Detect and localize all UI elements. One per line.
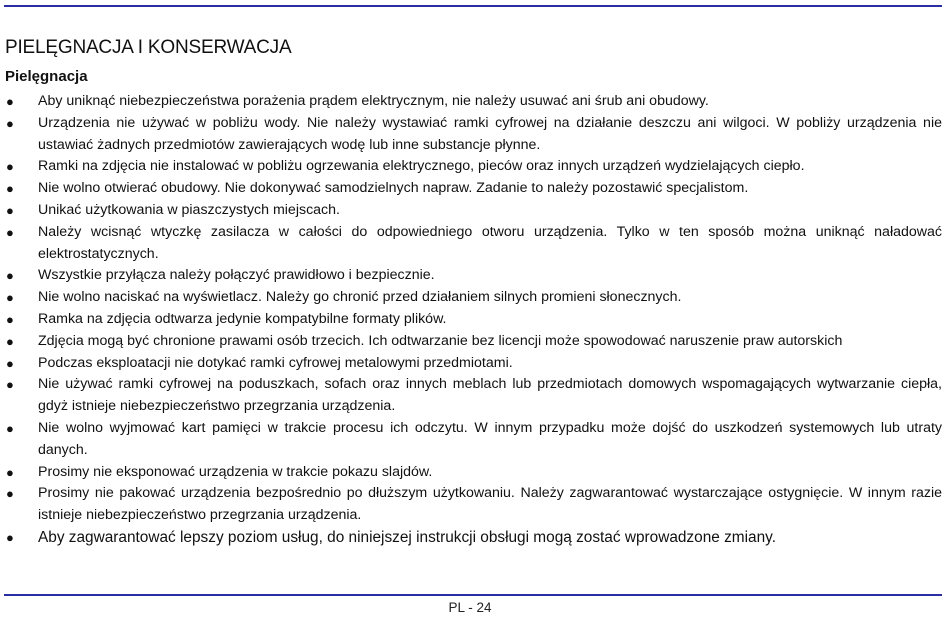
list-item-text: Nie wolno naciskać na wyświetlacz. Należy go chronić przed działaniem silnych promieni słonecznych. (38, 289, 682, 306)
bullet-icon: ● (6, 377, 14, 393)
bottom-divider (4, 594, 942, 596)
list-item (0, 91, 942, 113)
page-footer (0, 598, 950, 618)
list-item-text: Zdjęcia mogą być chronione prawami osób trzecich. Ich odtwarzanie bez licencji może spowodować naruszenie praw autorskich (38, 332, 843, 349)
list-item-text: Nie wolno otwierać obudowy. Nie dokonywać samodzielnych napraw. Zadanie to należy pozostawić specjalistom. (38, 180, 749, 197)
list-item (0, 462, 942, 484)
care-instructions-list (0, 91, 942, 549)
list-item-text: Aby uniknąć niebezpieczeństwa porażenia prądem elektrycznym, nie należy usuwać ani śrub ani obudowy. (38, 93, 709, 109)
top-divider (4, 5, 942, 7)
list-item-text: Unikać użytkowania w piaszczystych miejscach. (38, 201, 340, 218)
bullet-icon: ● (6, 420, 14, 436)
bullet-icon: ● (6, 311, 14, 327)
bullet-icon: ● (6, 333, 14, 349)
list-item (0, 222, 942, 266)
bullet-icon: ● (6, 94, 14, 109)
bullet-icon: ● (6, 290, 14, 306)
list-item (0, 483, 942, 527)
list-item-text: Nie wolno wyjmować kart pamięci w trakcie procesu ich odczytu. W innym przypadku może dojść do uszkodzeń systemowych lub utraty danych. (38, 419, 942, 458)
list-item (0, 374, 942, 418)
bullet-icon: ● (6, 224, 14, 240)
bullet-icon: ● (6, 268, 14, 284)
list-item (0, 527, 942, 549)
bullet-icon: ● (6, 529, 14, 545)
list-item (0, 287, 942, 309)
list-item (0, 353, 942, 375)
bullet-icon: ● (6, 355, 14, 371)
list-item-text: Prosimy nie eksponować urządzenia w trakcie pokazu slajdów. (38, 463, 433, 480)
list-item-text: Wszystkie przyłącza należy połączyć prawidłowo i bezpiecznie. (38, 267, 435, 284)
list-item-text: Urządzenia nie używać w pobliżu wody. Nie należy wystawiać ramki cyfrowej na działanie deszczu ani wilgoci. W pobliży urządzenia nie ustawiać żadnych przedmiotów zawierających wodę lub inne substancje płynne. (38, 114, 942, 153)
bullet-icon: ● (6, 464, 14, 480)
list-item (0, 200, 942, 222)
list-item (0, 156, 942, 178)
section-subtitle: Pielęgnacja (5, 68, 88, 85)
bullet-icon: ● (6, 181, 14, 197)
list-item-text: Podczas eksploatacji nie dotykać ramki cyfrowej metalowymi przedmiotami. (38, 354, 513, 371)
list-item-text: Aby zagwarantować lepszy poziom usług, do niniejszej instrukcji obsługi mogą zostać wprowadzone zmiany. (38, 528, 776, 546)
list-item-text: Nie używać ramki cyfrowej na poduszkach, sofach oraz innych meblach lub przedmiotach domowych wspomagających wytwarzanie ciepła, gdyż istnieje niebezpieczeństwo przegrzania urządzenia. (38, 376, 942, 415)
list-item-text: Prosimy nie pakować urządzenia bezpośrednio po dłuższym użytkowaniu. Należy zagwarantować wystarczające ostygnięcie. W innym razie istnieje niebezpieczeństwo przegrzania urządzenia. (38, 485, 942, 524)
bullet-icon: ● (6, 202, 14, 218)
bullet-icon: ● (6, 486, 14, 502)
page-title: PIELĘGNACJA I KONSERWACJA (5, 37, 292, 58)
bullet-icon: ● (6, 159, 14, 175)
bullet-icon: ● (6, 115, 14, 131)
list-item (0, 309, 942, 331)
list-item-text: Należy wcisnąć wtyczkę zasilacza w całości do odpowiedniego otworu urządzenia. Tylko w ten sposób można uniknąć naładować elektrostatycznych. (38, 223, 942, 262)
list-item (0, 331, 942, 353)
list-item (0, 178, 942, 200)
list-item (0, 265, 942, 287)
list-item (0, 418, 942, 462)
list-item-text: Ramka na zdjęcia odtwarza jedynie kompatybilne formaty plików. (38, 310, 447, 327)
page-number: PL - 24 (448, 600, 492, 615)
list-item (0, 113, 942, 157)
list-item-text: Ramki na zdjęcia nie instalować w pobliżu ogrzewania elektrycznego, pieców oraz innych urządzeń wydzielających ciepło. (38, 158, 805, 175)
